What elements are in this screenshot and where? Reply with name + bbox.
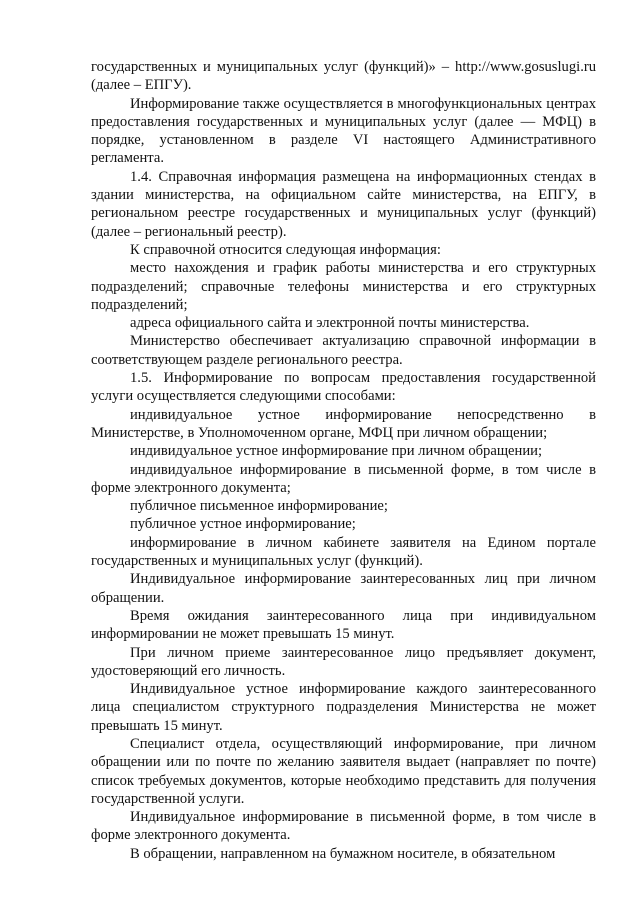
paragraph-location-schedule: место нахождения и график работы министерства и его структурных подразделений; справочные телефоны министерства и его структурных подразделений; (91, 260, 596, 313)
paragraph-paper-appeal: В обращении, направленном на бумажном носителе, в обязательном (130, 845, 556, 862)
paragraph-epgu-link: государственных и муниципальных услуг (функций)» – http://www.gosuslugi.ru (далее – ЕПГУ). (91, 59, 596, 94)
document-page (91, 58, 596, 863)
paragraph-actualization: Министерство обеспечивает актуализацию справочной информации в соответствующем разделе регионального реестра. (91, 333, 596, 368)
paragraph-individual-info: Индивидуальное информирование заинтересованных лиц при личном обращении. (91, 571, 596, 606)
list-item-written: индивидуальное информирование в письменной форме, в том числе в форме электронного документа; (91, 461, 596, 496)
list-item-oral-personal: индивидуальное устное информирование при личном обращении; (130, 443, 543, 460)
paragraph-reference-info: К справочной относится следующая информация: (130, 241, 441, 258)
paragraph-specialist: Специалист отдела, осуществляющий информирование, при личном обращении или по почте по желанию заявителя выдает (направляет по почте) список требуемых документов, которые необходимо представить для получения государственной услуги. (91, 735, 596, 807)
list-item-oral-ministry: индивидуальное устное информирование непосредственно в Министерстве, в Уполномоченном органе, МФЦ при личном обращении; (91, 406, 596, 441)
paragraph-mfc-info: Информирование также осуществляется в многофункциональных центрах предоставления государственных и муниципальных услуг (далее — МФЦ) в порядке, установленном в разделе VI настоящего Административного регламента. (91, 95, 596, 167)
paragraph-site-email: адреса официального сайта и электронной почты министерства. (130, 315, 530, 332)
paragraph-waiting-time: Время ожидания заинтересованного лица при индивидуальном информировании не может превышать 15 минут. (91, 607, 596, 643)
paragraph-1-4: 1.4. Справочная информация размещена на информационных стендах в здании министерства, на официальном сайте министерства, на ЕПГУ, в региональном реестре государственных и муниципальных услуг (функций) (далее – региональный реестр). (91, 168, 596, 240)
paragraph-1-5: 1.5. Информирование по вопросам предоставления государственной услуги осуществляется следующими способами: (91, 370, 596, 405)
paragraph-oral-limit: Индивидуальное устное информирование каждого заинтересованного лица специалистом структурного подразделения Министерства не может превышать 15 минут. (91, 681, 596, 734)
paragraph-written-info: Индивидуальное информирование в письменной форме, в том числе в форме электронного документа. (91, 809, 596, 844)
paragraph-identity-document: При личном приеме заинтересованное лицо предъявляет документ, удостоверяющий его личность. (91, 644, 596, 679)
list-item-public-oral: публичное устное информирование; (130, 516, 356, 533)
list-item-public-written: публичное письменное информирование; (130, 498, 388, 515)
list-item-personal-cabinet: информирование в личном кабинете заявителя на Едином портале государственных и муниципальных услуг (функций). (91, 534, 596, 570)
